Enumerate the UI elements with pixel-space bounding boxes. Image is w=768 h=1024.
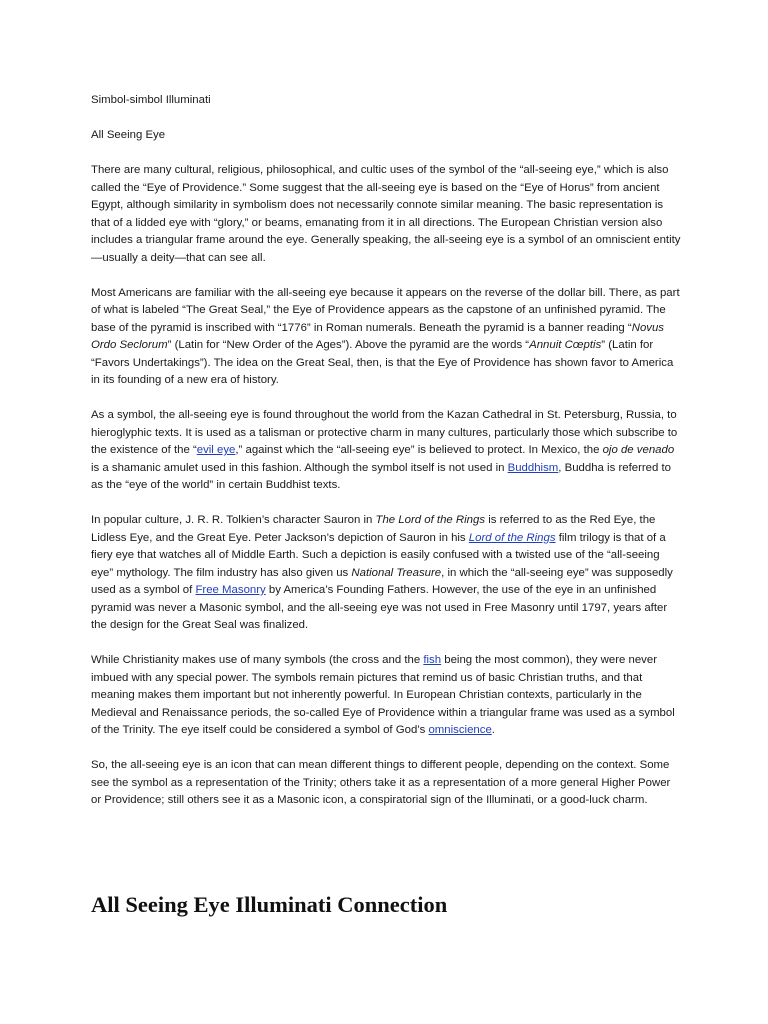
paragraph-text: , in which the “all-seeing eye” was supposedly used as a symbol of — [91, 566, 673, 596]
inline-link[interactable]: Buddhism — [507, 461, 559, 474]
italic-text: ojo de venado — [602, 444, 675, 456]
italic-text: The Lord of the Rings — [375, 514, 486, 526]
document-subtitle: All Seeing Eye — [91, 129, 166, 141]
inline-link[interactable]: evil eye — [196, 444, 236, 456]
body-paragraph — [91, 285, 681, 390]
body-paragraph — [91, 652, 681, 740]
paragraph-text: ,” against which the “all-seeing eye” is believed to protect. In Mexico, the — [235, 444, 603, 456]
paragraph-text: by America’s Founding Fathers. However, the use of the eye in an unfinished pyramid was never a Masonic symbol, and the all-seeing eye was not used in Free Masonry until 1797, years after the design for the Great Seal was finalized. — [91, 584, 668, 631]
paragraph-text: Most Americans are familiar with the all-seeing eye because it appears on the reverse of the dollar bill. There, as part of what is labeled “The Great Seal,” the Eye of Providence appears as the capstone of an unfinished pyramid. The base of the pyramid is inscribed with “1776” in Roman numerals. Beneath the pyramid is a banner reading “ — [91, 286, 680, 334]
paragraph-list — [91, 162, 681, 810]
paragraph-text: There are many cultural, religious, philosophical, and cultic uses of the symbol of the “all-seeing eye,” which is also called the “Eye of Providence.” Some suggest that the all-seeing eye is based on the “Eye of Horus” from ancient Egypt, although similarity in symbolism does not necessarily connote similar meaning. The basic representation is that of a lidded eye with “glory,” or beams, emanating from it in all directions. The European Christian version also includes a triangular frame around the eye. Generally speaking, the all-seeing eye is a symbol of an omniscient entity—usually a deity—that can see all. — [91, 164, 681, 264]
paragraph-text: is referred to as the Red Eye, the Lidless Eye, and the Great Eye. Peter Jackson’s depiction of Sauron in his — [91, 514, 656, 544]
paragraph-text: ” (Latin for “New Order of the Ages”). Above the pyramid are the words “ — [167, 339, 530, 351]
inline-link[interactable]: Free Masonry — [195, 584, 266, 596]
italic-text: Annuit Cœptis — [529, 339, 602, 351]
paragraph-text: While Christianity makes use of many symbols (the cross and the — [91, 654, 424, 666]
body-paragraph — [91, 162, 681, 267]
document-body — [91, 92, 681, 827]
paragraph-text: being the most common), they were never imbued with any special power. The symbols remain pictures that remind us of basic Christian truths, and that meaning makes them important but not inherently powerful. In European Christian contexts, particularly in the Medieval and Renaissance periods, the so-called Eye of Providence within a triangular frame was used as a symbol of the Trinity. The eye itself could be considered a symbol of God’s — [91, 654, 675, 736]
italic-text: National Treasure — [351, 566, 442, 579]
body-paragraph — [91, 512, 681, 635]
paragraph-text: In popular culture, J. R. R. Tolkien’s character Sauron in — [91, 514, 376, 526]
italic-text: Novus Ordo Seclorum — [91, 321, 665, 351]
paragraph-text: is a shamanic amulet used in this fashion. Although the symbol itself is not used in — [91, 461, 508, 474]
inline-link[interactable]: fish — [423, 654, 442, 666]
paragraph-text: So, the all-seeing eye is an icon that can mean different things to different people, depending on the context. Some see the symbol as a representation of the Trinity; others take it as a representation of a more general Higher Power or Providence; still others see it as a Masonic icon, a conspiratorial sign of the Illuminati, or a good-luck charm. — [91, 759, 671, 806]
body-paragraph — [91, 407, 681, 495]
paragraph-text: ” (Latin for “Favors Undertakings”). The idea on the Great Seal, then, is that the Eye of Providence has shown favor to America in its founding of a new era of history. — [91, 339, 674, 386]
paragraph-text: As a symbol, the all-seeing eye is found throughout the world from the Kazan Cathedral in St. Petersburg, Russia, to hieroglyphic texts. It is used as a talisman or protective charm in many cultures, particularly those which subscribe to the existence of the “ — [91, 409, 678, 456]
paragraph-text: . — [491, 724, 495, 736]
paragraph-text: , Buddha is referred to as the “eye of the world” in certain Buddhist texts. — [91, 461, 671, 491]
section-heading: All Seeing Eye Illuminati Connection — [91, 892, 448, 917]
italic-link-text: Lord of the Rings — [468, 531, 556, 544]
paragraph-text: film trilogy is that of a fiery eye that watches all of Middle Earth. Such a depiction is easily confused with a twisted use of the “all-seeing eye” mythology. The film industry has also given us — [91, 531, 666, 579]
body-paragraph — [91, 757, 681, 810]
document-title: Simbol-simbol Illuminati — [91, 94, 211, 106]
inline-link[interactable]: omniscience — [428, 724, 492, 736]
inline-link[interactable] — [469, 532, 556, 544]
